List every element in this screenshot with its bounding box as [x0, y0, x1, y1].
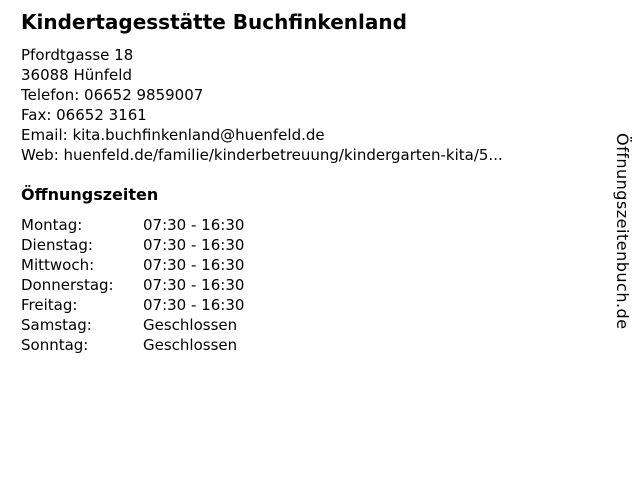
opening-hours-heading: Öffnungszeiten: [21, 185, 159, 204]
address-street: Pfordtgasse 18: [21, 46, 134, 64]
phone-line: Telefon: 06652 9859007: [21, 86, 204, 104]
opening-hours-table: [21, 215, 600, 355]
day-label: Montag:: [21, 216, 83, 234]
day-label: Samstag:: [21, 316, 92, 334]
hours-row-tuesday: [21, 235, 600, 255]
web-line: Web: huenfeld.de/familie/kinderbetreuung/kindergarten-kita/5...: [21, 146, 503, 164]
hours-row-wednesday: [21, 255, 600, 275]
day-label: Mittwoch:: [21, 256, 95, 274]
time-value: Geschlossen: [143, 316, 238, 334]
hours-row-sunday: [21, 335, 600, 355]
page-title: Kindertagesstätte Buchfinkenland: [21, 10, 407, 34]
time-value: 07:30 - 16:30: [143, 276, 245, 294]
address-city: 36088 Hünfeld: [21, 66, 132, 84]
time-value: 07:30 - 16:30: [143, 296, 245, 314]
day-label: Dienstag:: [21, 236, 93, 254]
time-value: 07:30 - 16:30: [143, 216, 245, 234]
contact-block: [21, 45, 600, 165]
day-label: Sonntag:: [21, 336, 89, 354]
time-value: 07:30 - 16:30: [143, 236, 245, 254]
fax-line: Fax: 06652 3161: [21, 106, 147, 124]
time-value: Geschlossen: [143, 336, 238, 354]
day-label: Freitag:: [21, 296, 78, 314]
site-watermark: Öffnungszeitenbuch.de: [613, 133, 632, 330]
hours-row-thursday: [21, 275, 600, 295]
day-label: Donnerstag:: [21, 276, 114, 294]
hours-row-friday: [21, 295, 600, 315]
hours-row-saturday: [21, 315, 600, 335]
hours-row-monday: [21, 215, 600, 235]
main-content: [21, 9, 600, 355]
email-line: Email: kita.buchfinkenland@huenfeld.de: [21, 126, 325, 144]
time-value: 07:30 - 16:30: [143, 256, 245, 274]
